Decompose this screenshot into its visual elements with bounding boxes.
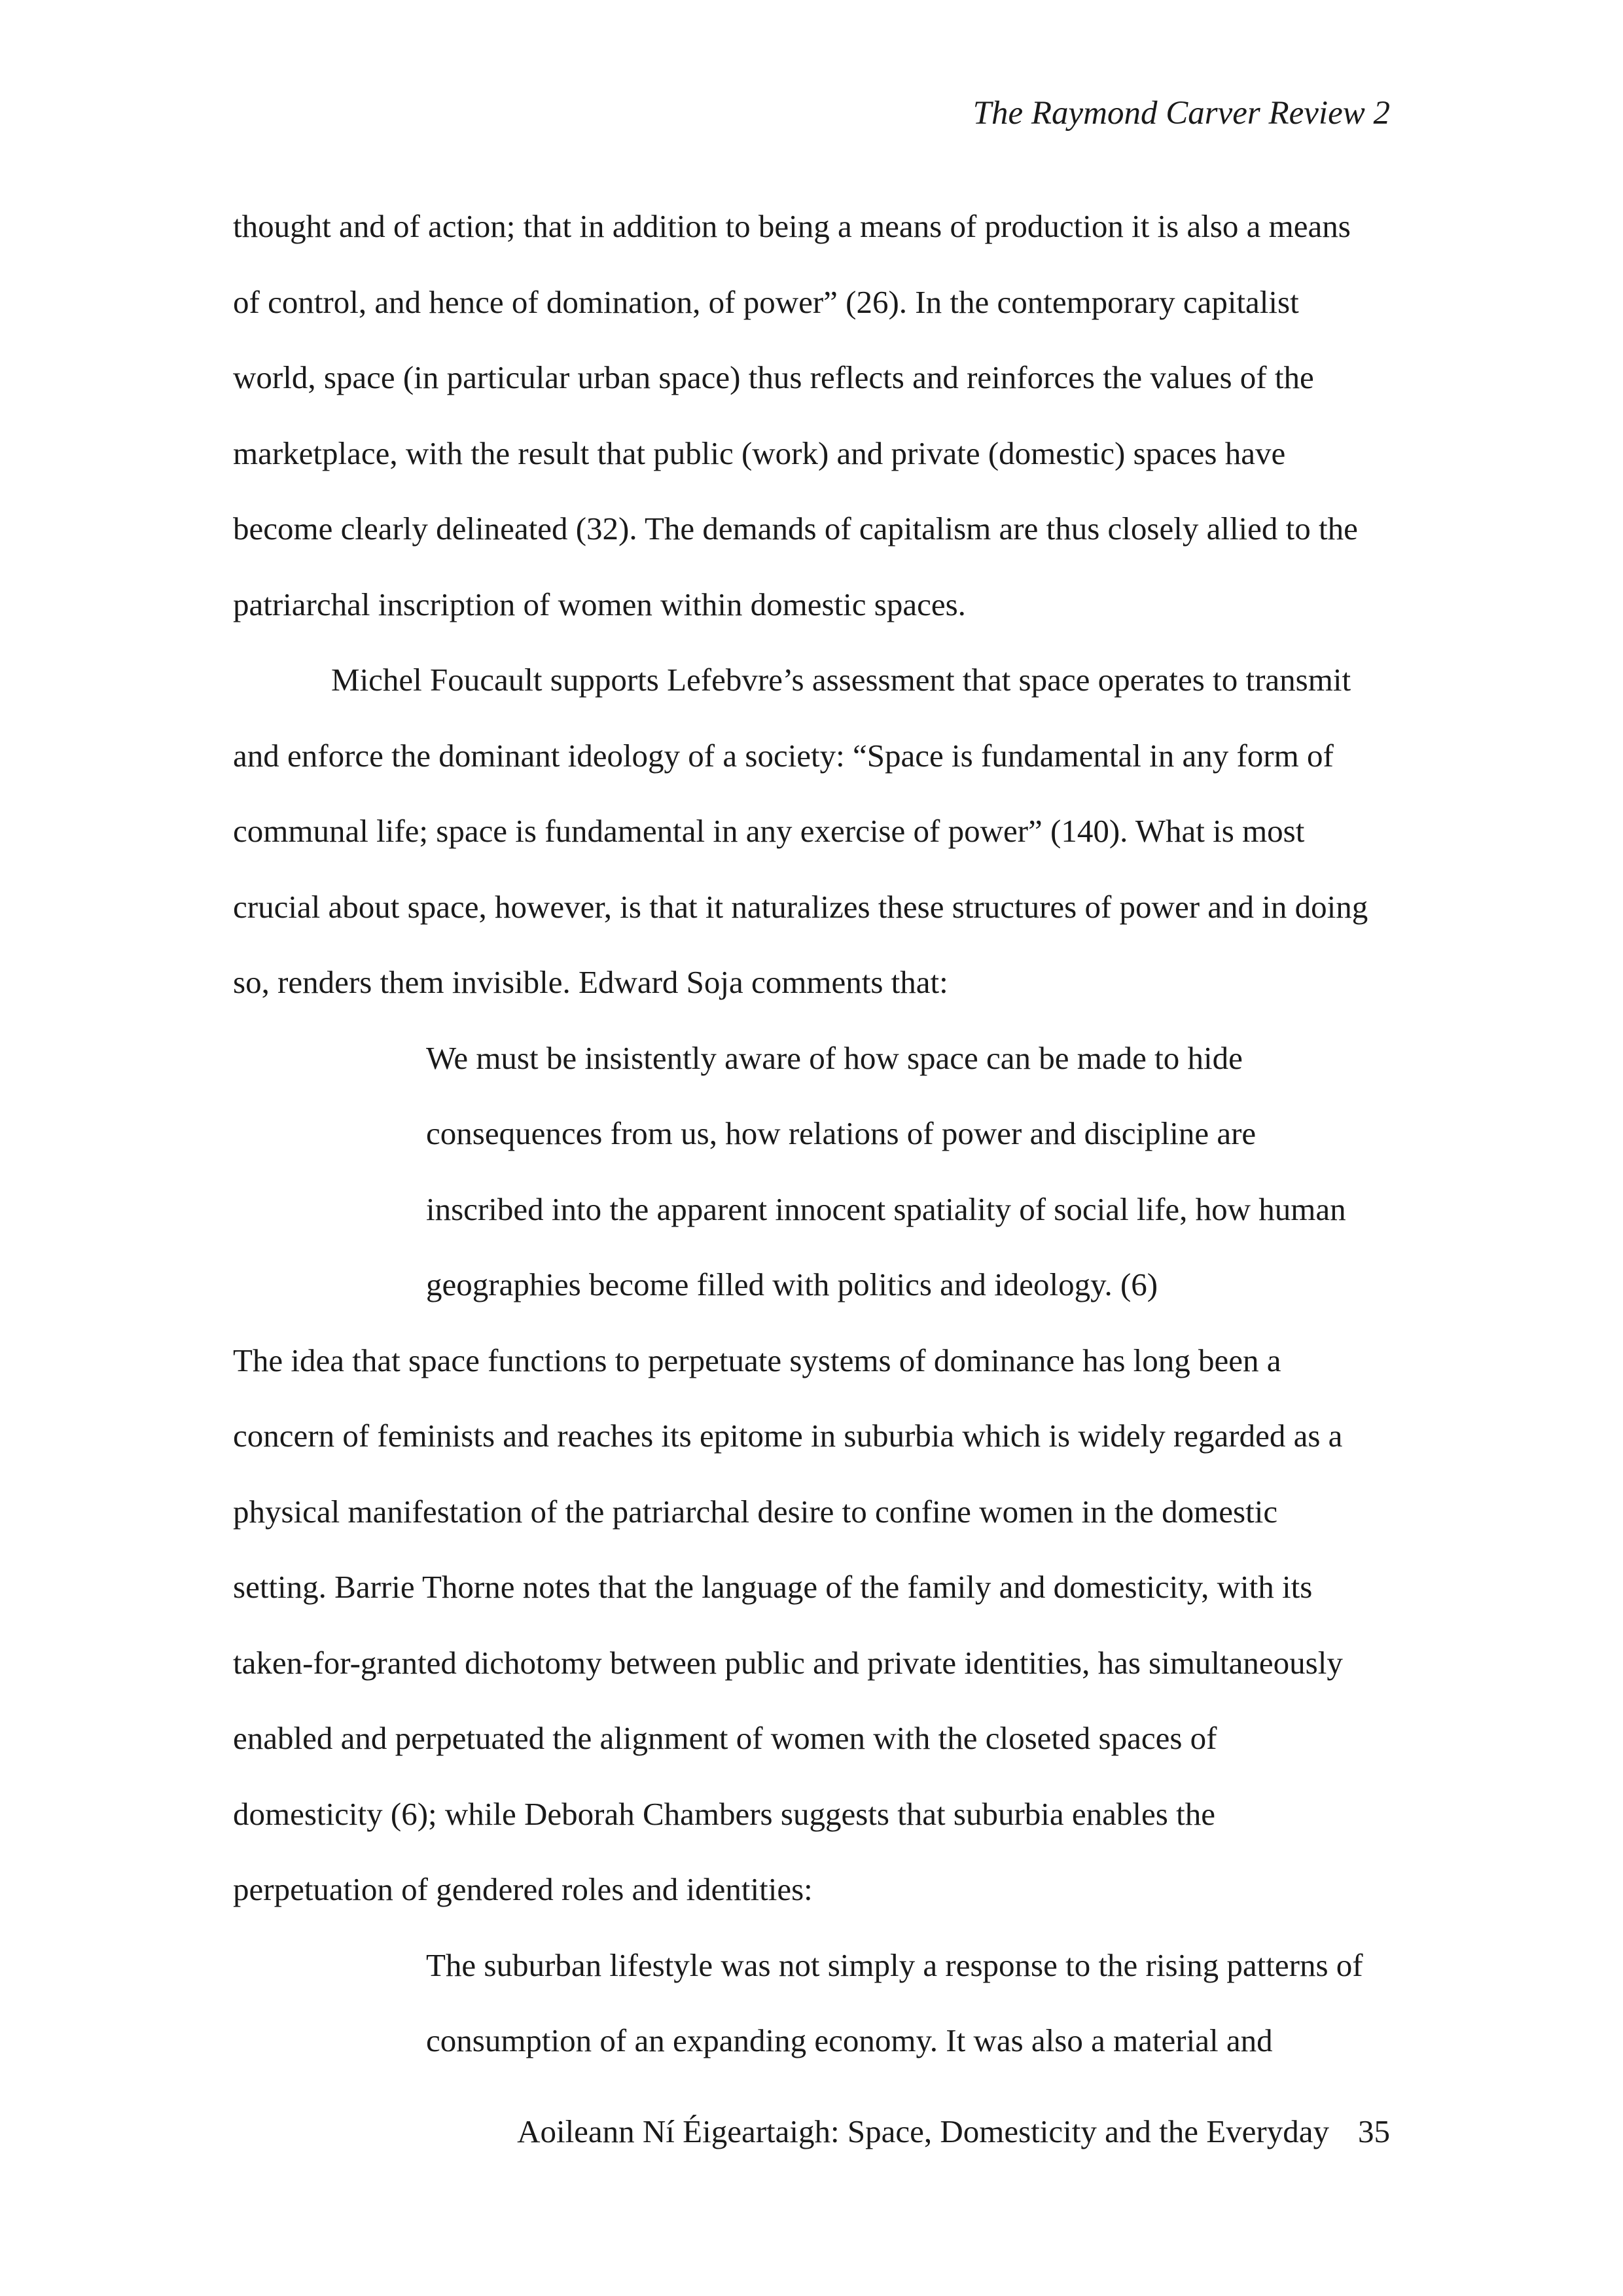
block-quote-line: geographies become filled with politics and ideology. (6) xyxy=(426,1266,1158,1302)
text-line: marketplace, with the result that public (work) and private (domestic) spaces have xyxy=(233,435,1286,471)
text-line: setting. Barrie Thorne notes that the language of the family and domesticity, with its xyxy=(233,1569,1313,1605)
running-footer xyxy=(517,2108,1390,2155)
running-header: The Raymond Carver Review 2 xyxy=(972,95,1390,132)
paragraph-first-line: Michel Foucault supports Lefebvre’s assessment that space operates to transmit xyxy=(331,662,1351,698)
text-line: taken-for-granted dichotomy between public and private identities, has simultaneously xyxy=(233,1644,1343,1681)
block-quote-line: consumption of an expanding economy. It was also a material and xyxy=(426,2022,1273,2058)
block-quote-line: We must be insistently aware of how space can be made to hide xyxy=(426,1039,1243,1076)
body-text xyxy=(233,203,1411,2093)
text-line: enabled and perpetuated the alignment of women with the closeted spaces of xyxy=(233,1720,1217,1756)
text-line: crucial about space, however, is that it naturalizes these structures of power and in doing xyxy=(233,888,1368,925)
text-line: so, renders them invisible. Edward Soja comments that: xyxy=(233,964,948,1000)
text-line: The idea that space functions to perpetuate systems of dominance has long been a xyxy=(233,1342,1281,1378)
text-line: of control, and hence of domination, of power” (26). In the contemporary capitalist xyxy=(233,283,1299,320)
block-quote-line: consequences from us, how relations of power and discipline are xyxy=(426,1115,1257,1151)
text-line: concern of feminists and reaches its epitome in suburbia which is widely regarded as a xyxy=(233,1418,1343,1454)
block-quote-line: The suburban lifestyle was not simply a response to the rising patterns of xyxy=(426,1946,1363,1983)
text-line: world, space (in particular urban space) thus reflects and reinforces the values of the xyxy=(233,359,1314,395)
text-line: physical manifestation of the patriarchal desire to confine women in the domestic xyxy=(233,1493,1278,1530)
page-number: 35 xyxy=(1358,2113,1390,2149)
text-line: communal life; space is fundamental in any exercise of power” (140). What is most xyxy=(233,813,1305,849)
text-line: patriarchal inscription of women within domestic spaces. xyxy=(233,586,966,622)
footer-author-title: Aoileann Ní Éigeartaigh: Space, Domesticity and the Everyday xyxy=(517,2113,1329,2149)
text-line: perpetuation of gendered roles and identities: xyxy=(233,1871,813,1907)
text-line: and enforce the dominant ideology of a society: “Space is fundamental in any form of xyxy=(233,737,1334,774)
block-quote-line: inscribed into the apparent innocent spatiality of social life, how human xyxy=(426,1191,1346,1227)
text-line: become clearly delineated (32). The demands of capitalism are thus closely allied to the xyxy=(233,511,1358,547)
text-line: thought and of action; that in addition to being a means of production it is also a means xyxy=(233,208,1351,244)
text-line: domesticity (6); while Deborah Chambers suggests that suburbia enables the xyxy=(233,1795,1215,1832)
